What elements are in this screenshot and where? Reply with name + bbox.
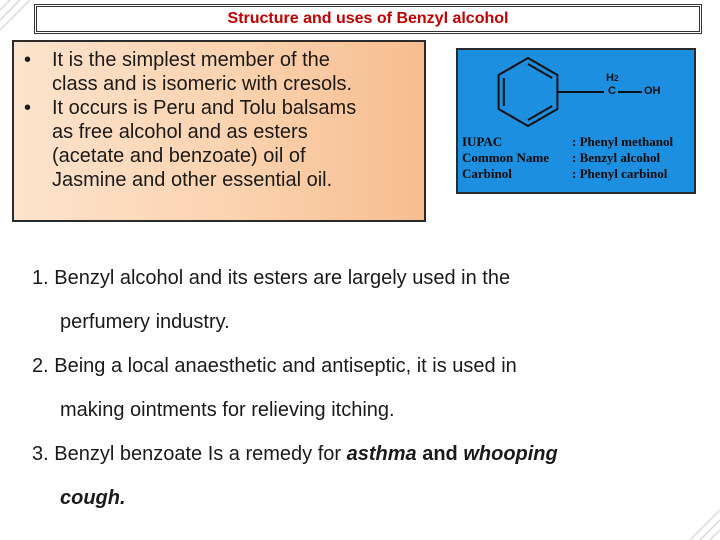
list-item [32, 344, 704, 388]
name-label: Common Name [462, 150, 550, 165]
bullet-line: Jasmine and other essential oil. [52, 169, 333, 191]
item-text: Being a local anaesthetic and antiseptic, it is used in [54, 355, 517, 377]
bullet-line: as free alcohol and as esters [52, 121, 308, 143]
bullet-item [20, 96, 418, 192]
item-text: Benzyl alcohol and its esters are largely used in the [54, 267, 511, 289]
item-text-and: and [416, 443, 464, 465]
h2-label: H2 [606, 72, 619, 84]
bullet-dot: • [24, 49, 32, 71]
name-value: : Phenyl methanol [572, 134, 674, 149]
name-row [462, 150, 692, 166]
emphasis-whooping: whooping [463, 443, 558, 465]
bullet-item [20, 48, 418, 96]
page-title: Structure and uses of Benzyl alcohol [227, 10, 509, 27]
bullet-dot: • [24, 97, 32, 119]
item-continuation: perfumery industry. [60, 311, 230, 333]
oh-label: OH [644, 85, 661, 97]
list-item [32, 256, 704, 300]
name-table [462, 134, 692, 182]
list-item [32, 432, 704, 476]
carbon-label: C [608, 85, 616, 97]
structure-box [456, 48, 696, 194]
item-text: Benzyl benzoate Is a remedy for [54, 443, 347, 465]
name-row [462, 134, 692, 150]
name-value: : Phenyl carbinol [572, 166, 668, 181]
bullet-line: (acetate and benzoate) oil of [52, 145, 306, 167]
bullet-line: It occurs is Peru and Tolu balsams [52, 97, 357, 119]
name-value: : Benzyl alcohol [572, 150, 661, 165]
bullet-line: class and is isomeric with cresols. [52, 73, 353, 95]
item-continuation: cough. [60, 487, 126, 509]
name-row [462, 166, 692, 182]
item-number: 3. [32, 443, 49, 465]
item-number: 1. [32, 267, 49, 289]
emphasis-asthma: asthma [346, 443, 417, 465]
item-continuation: making ointments for relieving itching. [60, 399, 395, 421]
item-number: 2. [32, 355, 49, 377]
bullet-line: It is the simplest member of the [52, 49, 330, 71]
name-label: Carbinol [462, 166, 512, 181]
name-label: IUPAC [462, 134, 503, 149]
uses-list [32, 256, 704, 520]
title-box [34, 4, 702, 34]
bullet-box [12, 40, 426, 222]
